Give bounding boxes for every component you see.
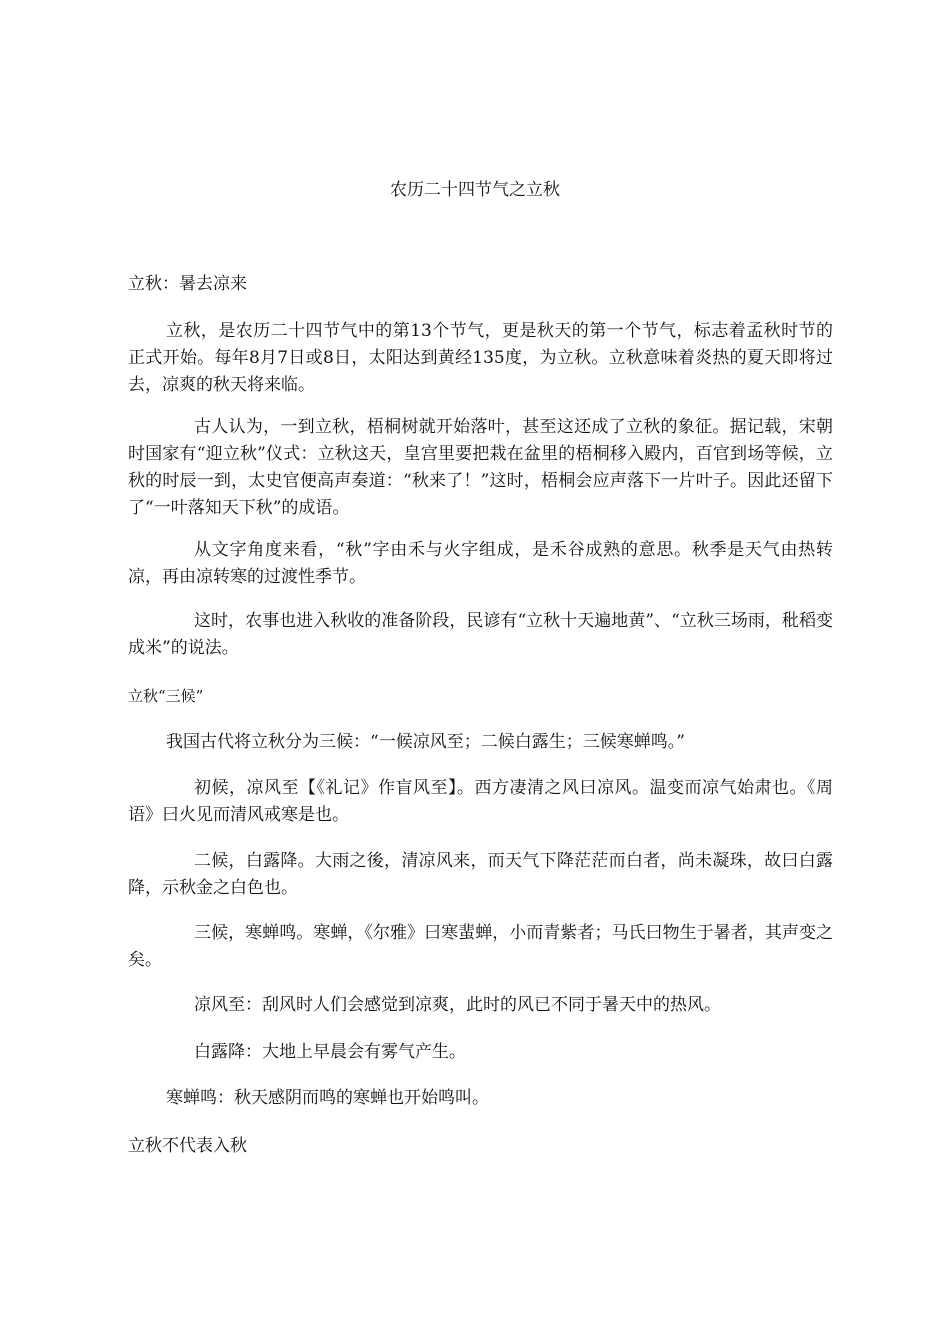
- section-heading-not-autumn: 立秋不代表入秋: [128, 1136, 247, 1156]
- paragraph-sanhou: 三候，寒蝉鸣。寒蝉，《尔雅》曰寒蜚蝉，小而青紫者；马氏曰物生于暑者，其声变之矣。: [128, 923, 833, 970]
- section-heading-sanhou: 立秋“三候”: [128, 687, 204, 705]
- document-title: 农历二十四节气之立秋: [390, 180, 560, 200]
- paragraph-wutong: 古人认为，一到立秋，梧桐树就开始落叶，甚至这还成了立秋的象征。据记载，宋朝时国家有“迎立秋”仪式：立秋这天，皇宫里要把栽在盆里的梧桐移入殿内，百官到场等候，立秋的时辰一到，太史官便高声奏道：“秋来了！”这时，梧桐会应声落下一片叶子。因此还留下了“一叶落知天下秋”的成语。: [128, 417, 833, 518]
- paragraph-bailu: 白露降：大地上早晨会有雾气产生。: [194, 1042, 466, 1062]
- section-heading-liqiu: 立秋：暑去凉来: [128, 274, 247, 294]
- paragraph-intro: 立秋，是农历二十四节气中的第13个节气，更是秋天的第一个节气，标志着孟秋时节的正式开始。每年8月7日或8日，太阳达到黄经135度，为立秋。立秋意味着炎热的夏天即将过去，凉爽的秋天将来临。: [128, 321, 833, 395]
- paragraph-sanhou-intro: 我国古代将立秋分为三候：“一候凉风至；二候白露生；三候寒蝉鸣。”: [166, 732, 685, 752]
- paragraph-hanchan: 寒蝉鸣：秋天感阴而鸣的寒蝉也开始鸣叫。: [166, 1088, 489, 1108]
- paragraph-liangfeng: 凉风至：刮风时人们会感觉到凉爽，此时的风已不同于暑天中的热风。: [194, 995, 721, 1015]
- paragraph-character: 从文字角度来看，“秋”字由禾与火字组成，是禾谷成熟的意思。秋季是天气由热转凉，再由凉转寒的过渡性季节。: [128, 540, 833, 587]
- paragraph-farming: 这时，农事也进入秋收的准备阶段，民谚有“立秋十天遍地黄”、“立秋三场雨，秕稻变成米”的说法。: [128, 611, 833, 658]
- paragraph-erhou: 二候，白露降。大雨之後，清凉风来，而天气下降茫茫而白者，尚未凝珠，故曰白露降，示秋金之白色也。: [128, 851, 833, 898]
- paragraph-chuhou: 初候，凉风至【《礼记》作盲风至】。西方凄清之风曰凉风。温变而凉气始肃也。《周语》曰火见而清风戒寒是也。: [128, 778, 833, 825]
